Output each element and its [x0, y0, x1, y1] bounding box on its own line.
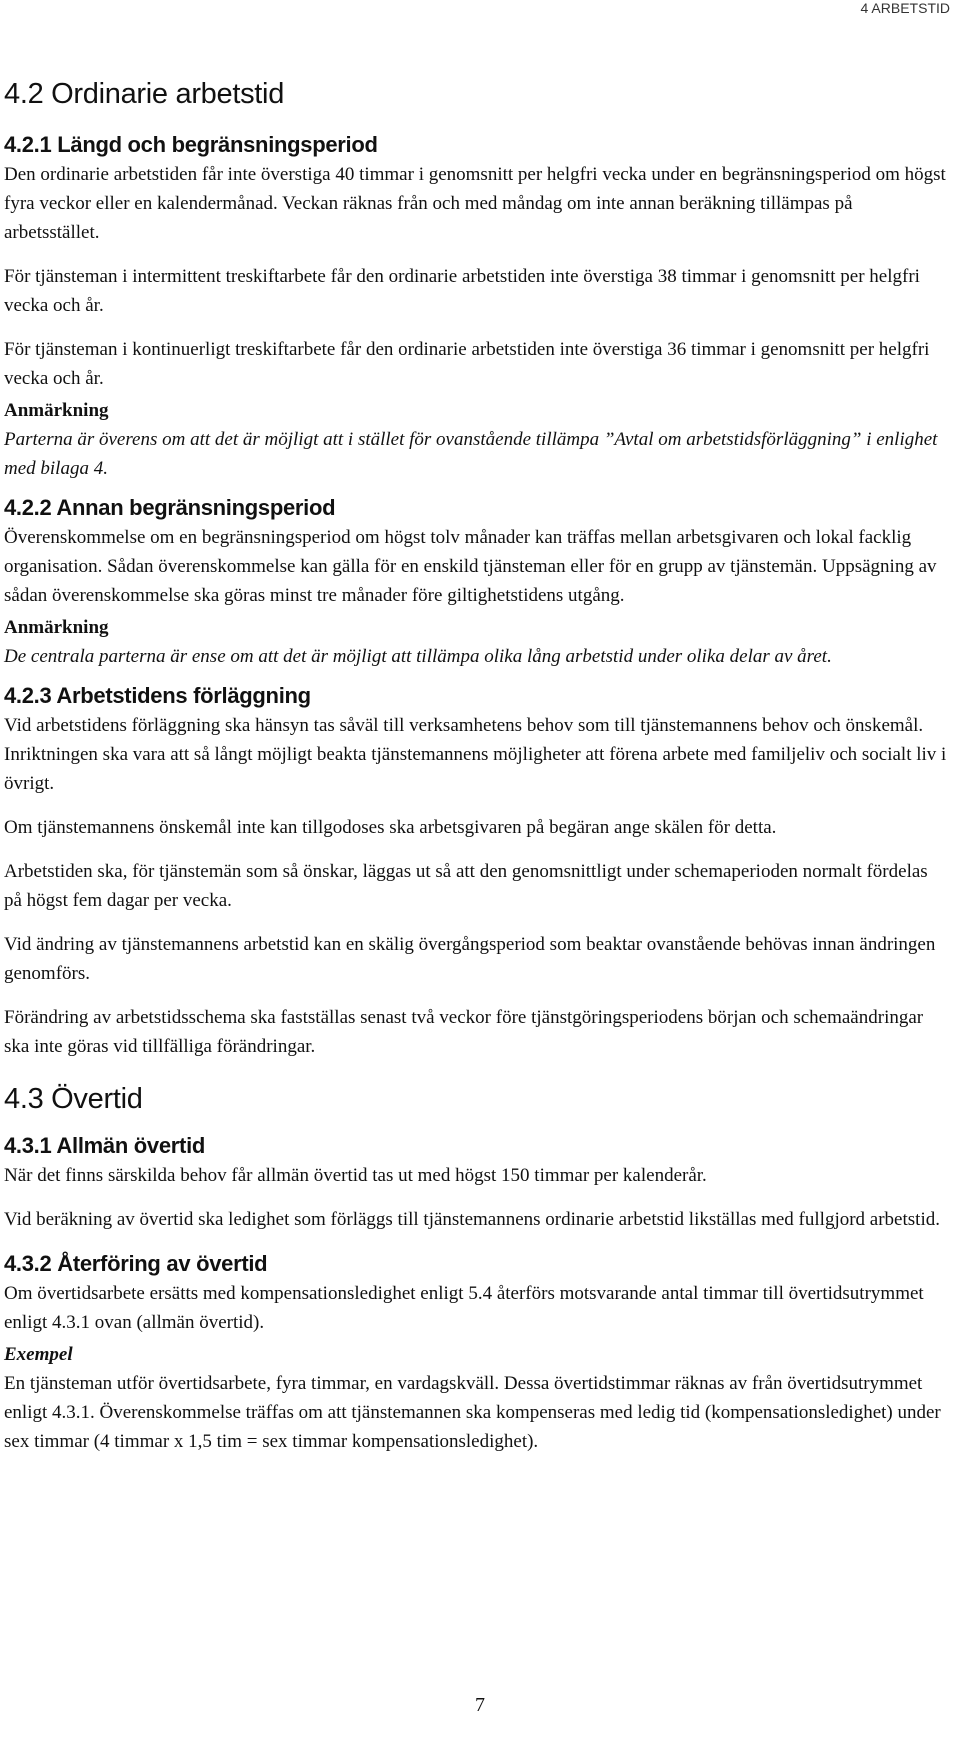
running-head: 4 ARBETSTID: [860, 0, 950, 16]
paragraph: Överenskommelse om en begränsningsperiod om högst tolv månader kan träffas mellan arbetsgivaren och lokal facklig organisation. Sådan överenskommelse kan gälla för en enskild tjänsteman eller för en grupp av tjänstemän. Uppsägning av sådan överenskommelse ska göras minst tre månader före giltighetstidens utgång.: [4, 527, 937, 606]
page-content: [4, 72, 950, 1471]
paragraph: När det finns särskilda behov får allmän övertid tas ut med högst 150 timmar per kalenderår.: [4, 1165, 707, 1186]
subsection-heading-4-2-1: 4.2.1 Längd och begränsningsperiod: [4, 132, 378, 157]
note-text: De centrala parterna är ense om att det är möjligt att tillämpa olika lång arbetstid under olika delar av året.: [4, 646, 832, 667]
paragraph: Förändring av arbetstidsschema ska fastställas senast två veckor före tjänstgöringsperiodens början och schemaändringar ska inte göras vid tillfälliga förändringar.: [4, 1007, 924, 1057]
example-label: Exempel: [4, 1344, 73, 1365]
section-heading-4-3: 4.3 Övertid: [4, 1083, 143, 1115]
paragraph: Om övertidsarbete ersätts med kompensationsledighet enligt 5.4 återförs motsvarande antal timmar till övertidsutrymmet enligt 4.3.1 ovan (allmän övertid).: [4, 1283, 924, 1333]
subsection-heading-4-3-1: 4.3.1 Allmän övertid: [4, 1133, 206, 1158]
paragraph: För tjänsteman i kontinuerligt treskiftarbete får den ordinarie arbetstiden inte överstiga 36 timmar i genomsnitt per helgfri vecka och år.: [4, 339, 930, 389]
note-label: Anmärkning: [4, 400, 109, 421]
paragraph: Arbetstiden ska, för tjänstemän som så önskar, läggas ut så att den genomsnittligt under schemaperioden normalt fördelas på högst fem dagar per vecka.: [4, 861, 928, 911]
subsection-heading-4-2-3: 4.2.3 Arbetstidens förläggning: [4, 683, 311, 708]
note-text: Parterna är överens om att det är möjligt att i stället för ovanstående tillämpa ”Avtal om arbetstidsförläggning” i enlighet med bilaga 4.: [4, 429, 938, 479]
page-number: 7: [475, 1694, 485, 1716]
subsection-heading-4-3-2: 4.3.2 Återföring av övertid: [4, 1251, 268, 1276]
paragraph: Vid arbetstidens förläggning ska hänsyn tas såväl till verksamhetens behov som till tjänstemannens behov och önskemål. Inriktningen ska vara att så långt möjligt beakta tjänstemannens möjligheter att förena arbete med familjeliv och socialt liv i övrigt.: [4, 715, 947, 794]
paragraph: Vid ändring av tjänstemannens arbetstid kan en skälig övergångsperiod som beaktar ovanstående behövas innan ändringen genomförs.: [4, 934, 936, 984]
subsection-heading-4-2-2: 4.2.2 Annan begränsningsperiod: [4, 495, 336, 520]
example-text: En tjänsteman utför övertidsarbete, fyra timmar, en vardagskväll. Dessa övertidstimmar räknas av från övertidsutrymmet enligt 4.3.1. Överenskommelse träffas om att tjänstemannen ska kompenseras med ledig tid (kompensationsledighet) under sex timmar (4 timmar x 1,5 tim = sex timmar kompensationsledighet).: [4, 1373, 941, 1452]
paragraph: Vid beräkning av övertid ska ledighet som förläggs till tjänstemannens ordinarie arbetstid likställas med fullgjord arbetstid.: [4, 1209, 940, 1230]
paragraph: Om tjänstemannens önskemål inte kan tillgodoses ska arbetsgivaren på begäran ange skälen för detta.: [4, 817, 777, 838]
paragraph: För tjänsteman i intermittent treskiftarbete får den ordinarie arbetstiden inte överstiga 38 timmar i genomsnitt per helgfri vecka och år.: [4, 266, 920, 316]
paragraph: Den ordinarie arbetstiden får inte överstiga 40 timmar i genomsnitt per helgfri vecka under en begränsningsperiod om högst fyra veckor eller en kalendermånad. Veckan räknas från och med måndag om inte annan beräkning tillämpas på arbetsstället.: [4, 164, 946, 243]
section-heading-4-2: 4.2 Ordinarie arbetstid: [4, 78, 285, 110]
note-label: Anmärkning: [4, 617, 109, 638]
